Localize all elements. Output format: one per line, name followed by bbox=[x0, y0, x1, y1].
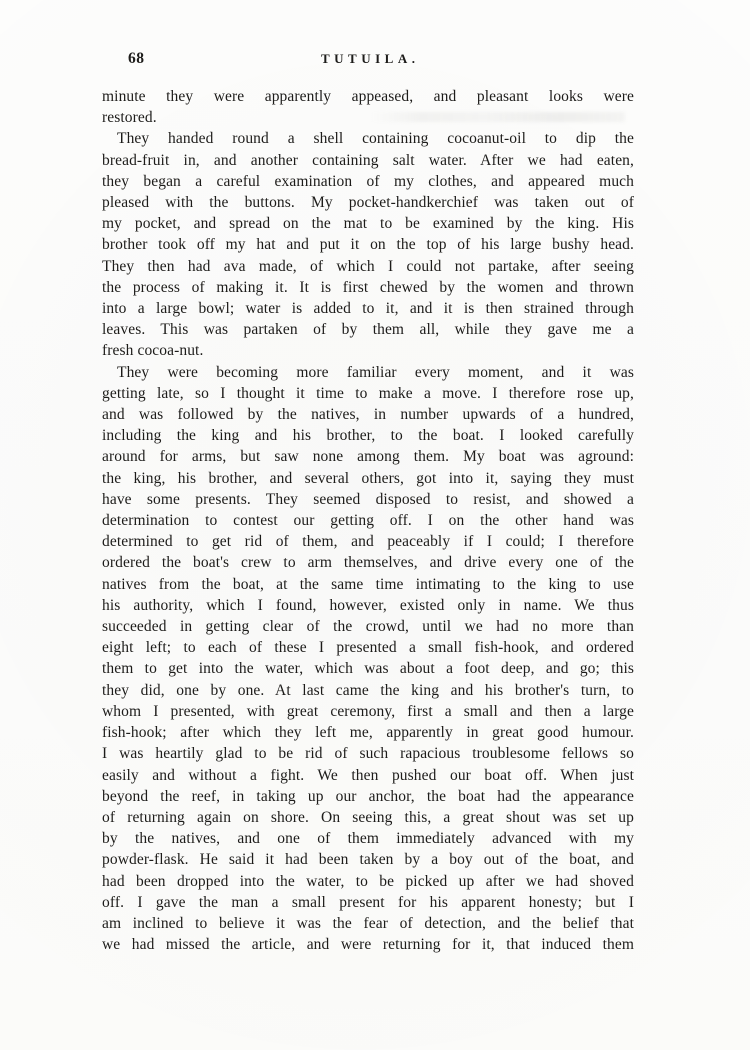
running-header-title: TUTUILA. bbox=[321, 51, 420, 66]
text-line: restored. bbox=[102, 109, 157, 127]
text-line: whom I presented, with great ceremony, first a small and then a large bbox=[102, 702, 634, 720]
text-block bbox=[102, 86, 634, 955]
text-line: easily and without a fight. We then pushed our boat off. When just bbox=[102, 766, 634, 784]
text-line: pleased with the buttons. My pocket-handkerchief was taken out of bbox=[102, 194, 634, 212]
text-line: succeeded in getting clear of the crowd, until we had no more than bbox=[102, 618, 634, 636]
text-line: had been dropped into the water, to be picked up after we had shoved bbox=[102, 872, 634, 890]
text-line: of returning again on shore. On seeing this, a great shout was set up bbox=[102, 808, 634, 826]
text-line: am inclined to believe it was the fear of detection, and the belief that bbox=[102, 914, 634, 932]
text-line: they began a careful examination of my clothes, and appeared much bbox=[102, 172, 634, 190]
text-line: bread-fruit in, and another containing salt water. After we had eaten, bbox=[102, 151, 634, 169]
text-line: powder-flask. He said it had been taken by a boy out of the boat, and bbox=[102, 851, 634, 869]
text-line: the king, his brother, and several others, got into it, saying they must bbox=[102, 469, 634, 487]
text-line: we had missed the article, and were returning for it, that induced them bbox=[102, 936, 634, 954]
text-line: ordered the boat's crew to arm themselves, and drive every one of the bbox=[102, 554, 634, 572]
text-line: off. I gave the man a small present for his apparent honesty; but I bbox=[102, 893, 634, 911]
text-line: They were becoming more familiar every moment, and it was bbox=[117, 363, 634, 381]
text-line: my pocket, and spread on the mat to be examined by the king. His bbox=[102, 215, 634, 233]
text-line: determined to get rid of them, and peaceably if I could; I therefore bbox=[102, 533, 634, 551]
text-line: his authority, which I found, however, existed only in name. We thus bbox=[102, 596, 634, 614]
text-line: brother took off my hat and put it on the top of his large bushy head. bbox=[102, 236, 634, 254]
text-line: into a large bowl; water is added to it, and it is then strained through bbox=[102, 300, 634, 318]
text-line: eight left; to each of these I presented a small fish-hook, and ordered bbox=[102, 639, 634, 657]
text-line: and was followed by the natives, in number upwards of a hundred, bbox=[102, 406, 634, 424]
text-line: beyond the reef, in taking up our anchor, the boat had the appearance bbox=[102, 787, 634, 805]
text-line: leaves. This was partaken of by them all, while they gave me a bbox=[102, 321, 634, 339]
text-line: I was heartily glad to be rid of such rapacious troublesome fellows so bbox=[102, 745, 634, 763]
text-line: including the king and his brother, to the boat. I looked carefully bbox=[102, 427, 634, 445]
text-line: around for arms, but saw none among them. My boat was aground: bbox=[102, 448, 634, 466]
text-line: minute they were apparently appeased, and pleasant looks were bbox=[102, 88, 634, 105]
text-line: they did, one by one. At last came the king and his brother's turn, to bbox=[102, 681, 634, 699]
text-line: determination to contest our getting off. I on the other hand was bbox=[102, 512, 634, 530]
text-line: They handed round a shell containing cocoanut-oil to dip the bbox=[117, 130, 634, 148]
text-line: have some presents. They seemed disposed to resist, and showed a bbox=[102, 490, 634, 508]
text-line: them to get into the water, which was about a foot deep, and go; this bbox=[102, 660, 634, 678]
text-line: by the natives, and one of them immediately advanced with my bbox=[102, 830, 634, 848]
text-line: getting late, so I thought it time to make a move. I therefore rose up, bbox=[102, 384, 634, 402]
text-line: They then had ava made, of which I could not partake, after seeing bbox=[102, 257, 634, 275]
text-line: fish-hook; after which they left me, apparently in great good humour. bbox=[102, 724, 634, 742]
text-line: natives from the boat, at the same time intimating to the king to use bbox=[102, 575, 634, 593]
page-number: 68 bbox=[128, 50, 145, 67]
text-line: the process of making it. It is first chewed by the women and thrown bbox=[102, 278, 634, 296]
text-line: fresh cocoa-nut. bbox=[102, 342, 204, 360]
page-header-row bbox=[102, 49, 634, 69]
